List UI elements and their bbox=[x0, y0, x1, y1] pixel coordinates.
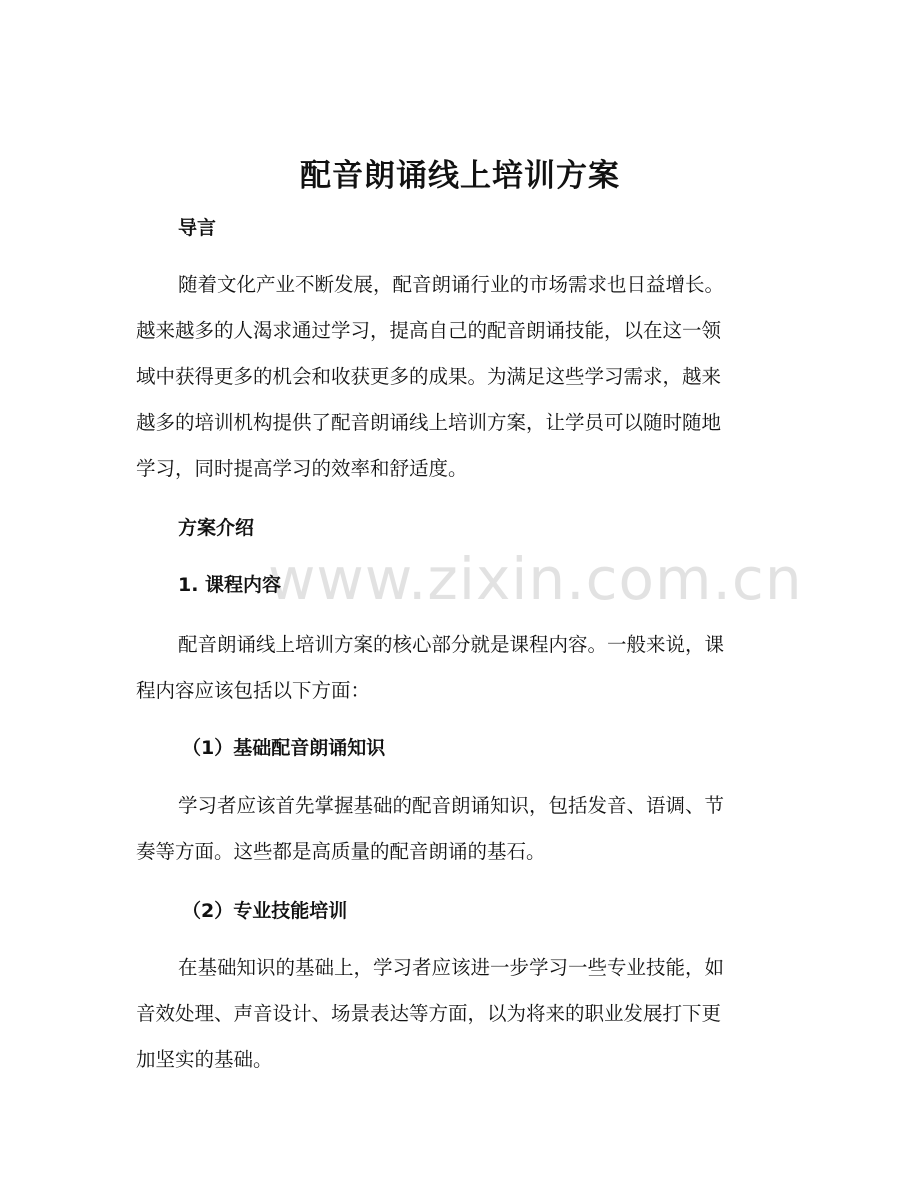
intro-line-4: 越多的培训机构提供了配音朗诵线上培训方案，让学员可以随时随地 bbox=[136, 411, 722, 434]
sub1-line-1: 学习者应该首先掌握基础的配音朗诵知识，包括发音、语调、节 bbox=[178, 794, 725, 817]
intro-line-1: 随着文化产业不断发展，配音朗诵行业的市场需求也日益增长。 bbox=[178, 273, 725, 296]
sub1-line-2: 奏等方面。这些都是高质量的配音朗诵的基石。 bbox=[136, 840, 546, 863]
sub2-line-2: 音效处理、声音设计、场景表达等方面，以为将来的职业发展打下更 bbox=[136, 1002, 722, 1025]
watermark: www.zixin.com.cn bbox=[268, 545, 803, 613]
document-title: 配音朗诵线上培训方案 bbox=[300, 158, 620, 194]
intro-line-2: 越来越多的人渴求通过学习，提高自己的配音朗诵技能，以在这一领 bbox=[136, 319, 722, 342]
course-line-1: 配音朗诵线上培训方案的核心部分就是课程内容。一般来说，课 bbox=[178, 633, 725, 656]
sub2-line-3: 加坚实的基础。 bbox=[136, 1048, 273, 1071]
sub1-heading: （1）基础配音朗诵知识 bbox=[182, 737, 386, 759]
course-heading: 1. 课程内容 bbox=[178, 574, 282, 596]
intro-heading: 导言 bbox=[178, 217, 217, 239]
intro-line-5: 学习，同时提高学习的效率和舒适度。 bbox=[136, 457, 468, 480]
plan-heading: 方案介绍 bbox=[178, 517, 255, 539]
course-line-2: 程内容应该包括以下方面： bbox=[136, 679, 371, 702]
sub2-line-1: 在基础知识的基础上，学习者应该进一步学习一些专业技能，如 bbox=[178, 956, 725, 979]
sub2-heading: （2）专业技能培训 bbox=[182, 900, 348, 922]
intro-line-3: 域中获得更多的机会和收获更多的成果。为满足这些学习需求，越来 bbox=[136, 365, 722, 388]
